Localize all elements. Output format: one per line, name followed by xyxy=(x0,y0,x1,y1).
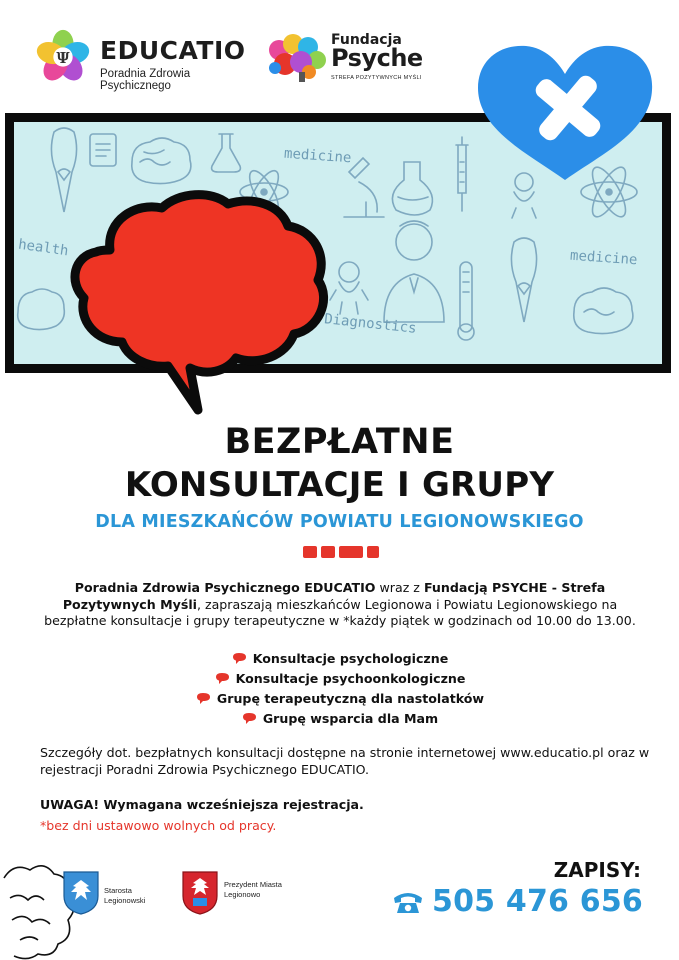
service-item xyxy=(0,648,679,668)
phone-number[interactable]: 505 476 656 xyxy=(432,884,643,919)
doodle-word-medicine: medicine xyxy=(283,145,352,167)
educatio-subtitle: Poradnia Zdrowia Psychicznego xyxy=(100,68,191,92)
educatio-name: EDUCATIO xyxy=(100,36,246,65)
doodle-word-medicine: medicine xyxy=(569,247,638,269)
psyche-subtitle: STREFA POZYTYWNYCH MYŚLI xyxy=(331,75,422,81)
red-brain-bubble-icon xyxy=(66,190,331,418)
educatio-logo xyxy=(34,28,264,92)
signup-title: ZAPISY: xyxy=(553,858,641,882)
service-label: Grupę wsparcia dla Mam xyxy=(262,710,439,726)
service-label: Konsultacje psychologiczne xyxy=(252,650,449,666)
service-item xyxy=(0,688,679,708)
details-paragraph: Szczegóły dot. bezpłatnych konsultacji dostępne na stronie internetowej www.educatio.pl oraz w rejestracji Poradni Zdrowia Psychicznego EDUCATIO. xyxy=(40,745,650,777)
psyche-name: Psyche xyxy=(331,44,423,72)
signup-phone[interactable] xyxy=(392,884,643,919)
partner-prezydent: Prezydent Miasta Legionowo xyxy=(224,880,282,899)
decorative-dashes xyxy=(303,546,379,558)
psi-flower-icon xyxy=(34,28,92,86)
dash xyxy=(339,546,363,558)
doodle-word-health: health xyxy=(17,236,70,260)
intro-paragraph xyxy=(40,580,640,630)
blue-heart-cross-icon xyxy=(470,40,660,185)
red-speech-bubble-icon xyxy=(195,692,211,704)
headline-title: BEZPŁATNE xyxy=(224,422,455,462)
intro-psyche: Fundacją PSYCHE - Strefa Pozytywnych Myśli xyxy=(62,580,606,612)
headline-subtitle-main: KONSULTACJE I GRUPY xyxy=(124,465,555,505)
svg-text:Ψ: Ψ xyxy=(56,49,70,67)
red-speech-bubble-icon xyxy=(231,652,247,664)
partner-starosta: Starosta Legionowski xyxy=(104,886,146,905)
registration-warning: UWAGA! Wymagana wcześniejsza rejestracja. xyxy=(40,797,364,812)
service-item xyxy=(0,708,679,728)
service-item xyxy=(0,668,679,688)
psyche-logo xyxy=(265,30,435,86)
dash xyxy=(303,546,317,558)
telephone-icon xyxy=(392,889,424,915)
red-speech-bubble-icon xyxy=(214,672,230,684)
intro-joiner: wraz z xyxy=(375,580,424,595)
holiday-footnote: *bez dni ustawowo wolnych od pracy. xyxy=(40,818,277,833)
red-speech-bubble-icon xyxy=(241,712,257,724)
dash xyxy=(321,546,335,558)
dash xyxy=(367,546,379,558)
colorful-brain-icon xyxy=(265,32,327,84)
starosta-crest-icon xyxy=(62,870,100,916)
audience-subheadline: DLA MIESZKAŃCÓW POWIATU LEGIONOWSKIEGO xyxy=(95,512,584,532)
service-label: Konsultacje psychoonkologiczne xyxy=(235,670,466,686)
service-label: Grupę terapeutyczną dla nastolatków xyxy=(216,690,485,706)
psyche-top: Fundacja xyxy=(331,32,402,48)
prezydent-crest-icon xyxy=(181,870,219,916)
intro-educatio: Poradnia Zdrowia Psychicznego EDUCATIO xyxy=(74,580,376,595)
intro-body: , zapraszają mieszkańców Legionowa i Powiatu Legionowskiego na bezpłatne konsultacje i grupy terapeutyczne w *każdy piątek w godzinach od 10.00 do 13.00. xyxy=(44,596,636,628)
doodle-word-diagnostics: Diagnostics xyxy=(323,311,418,337)
